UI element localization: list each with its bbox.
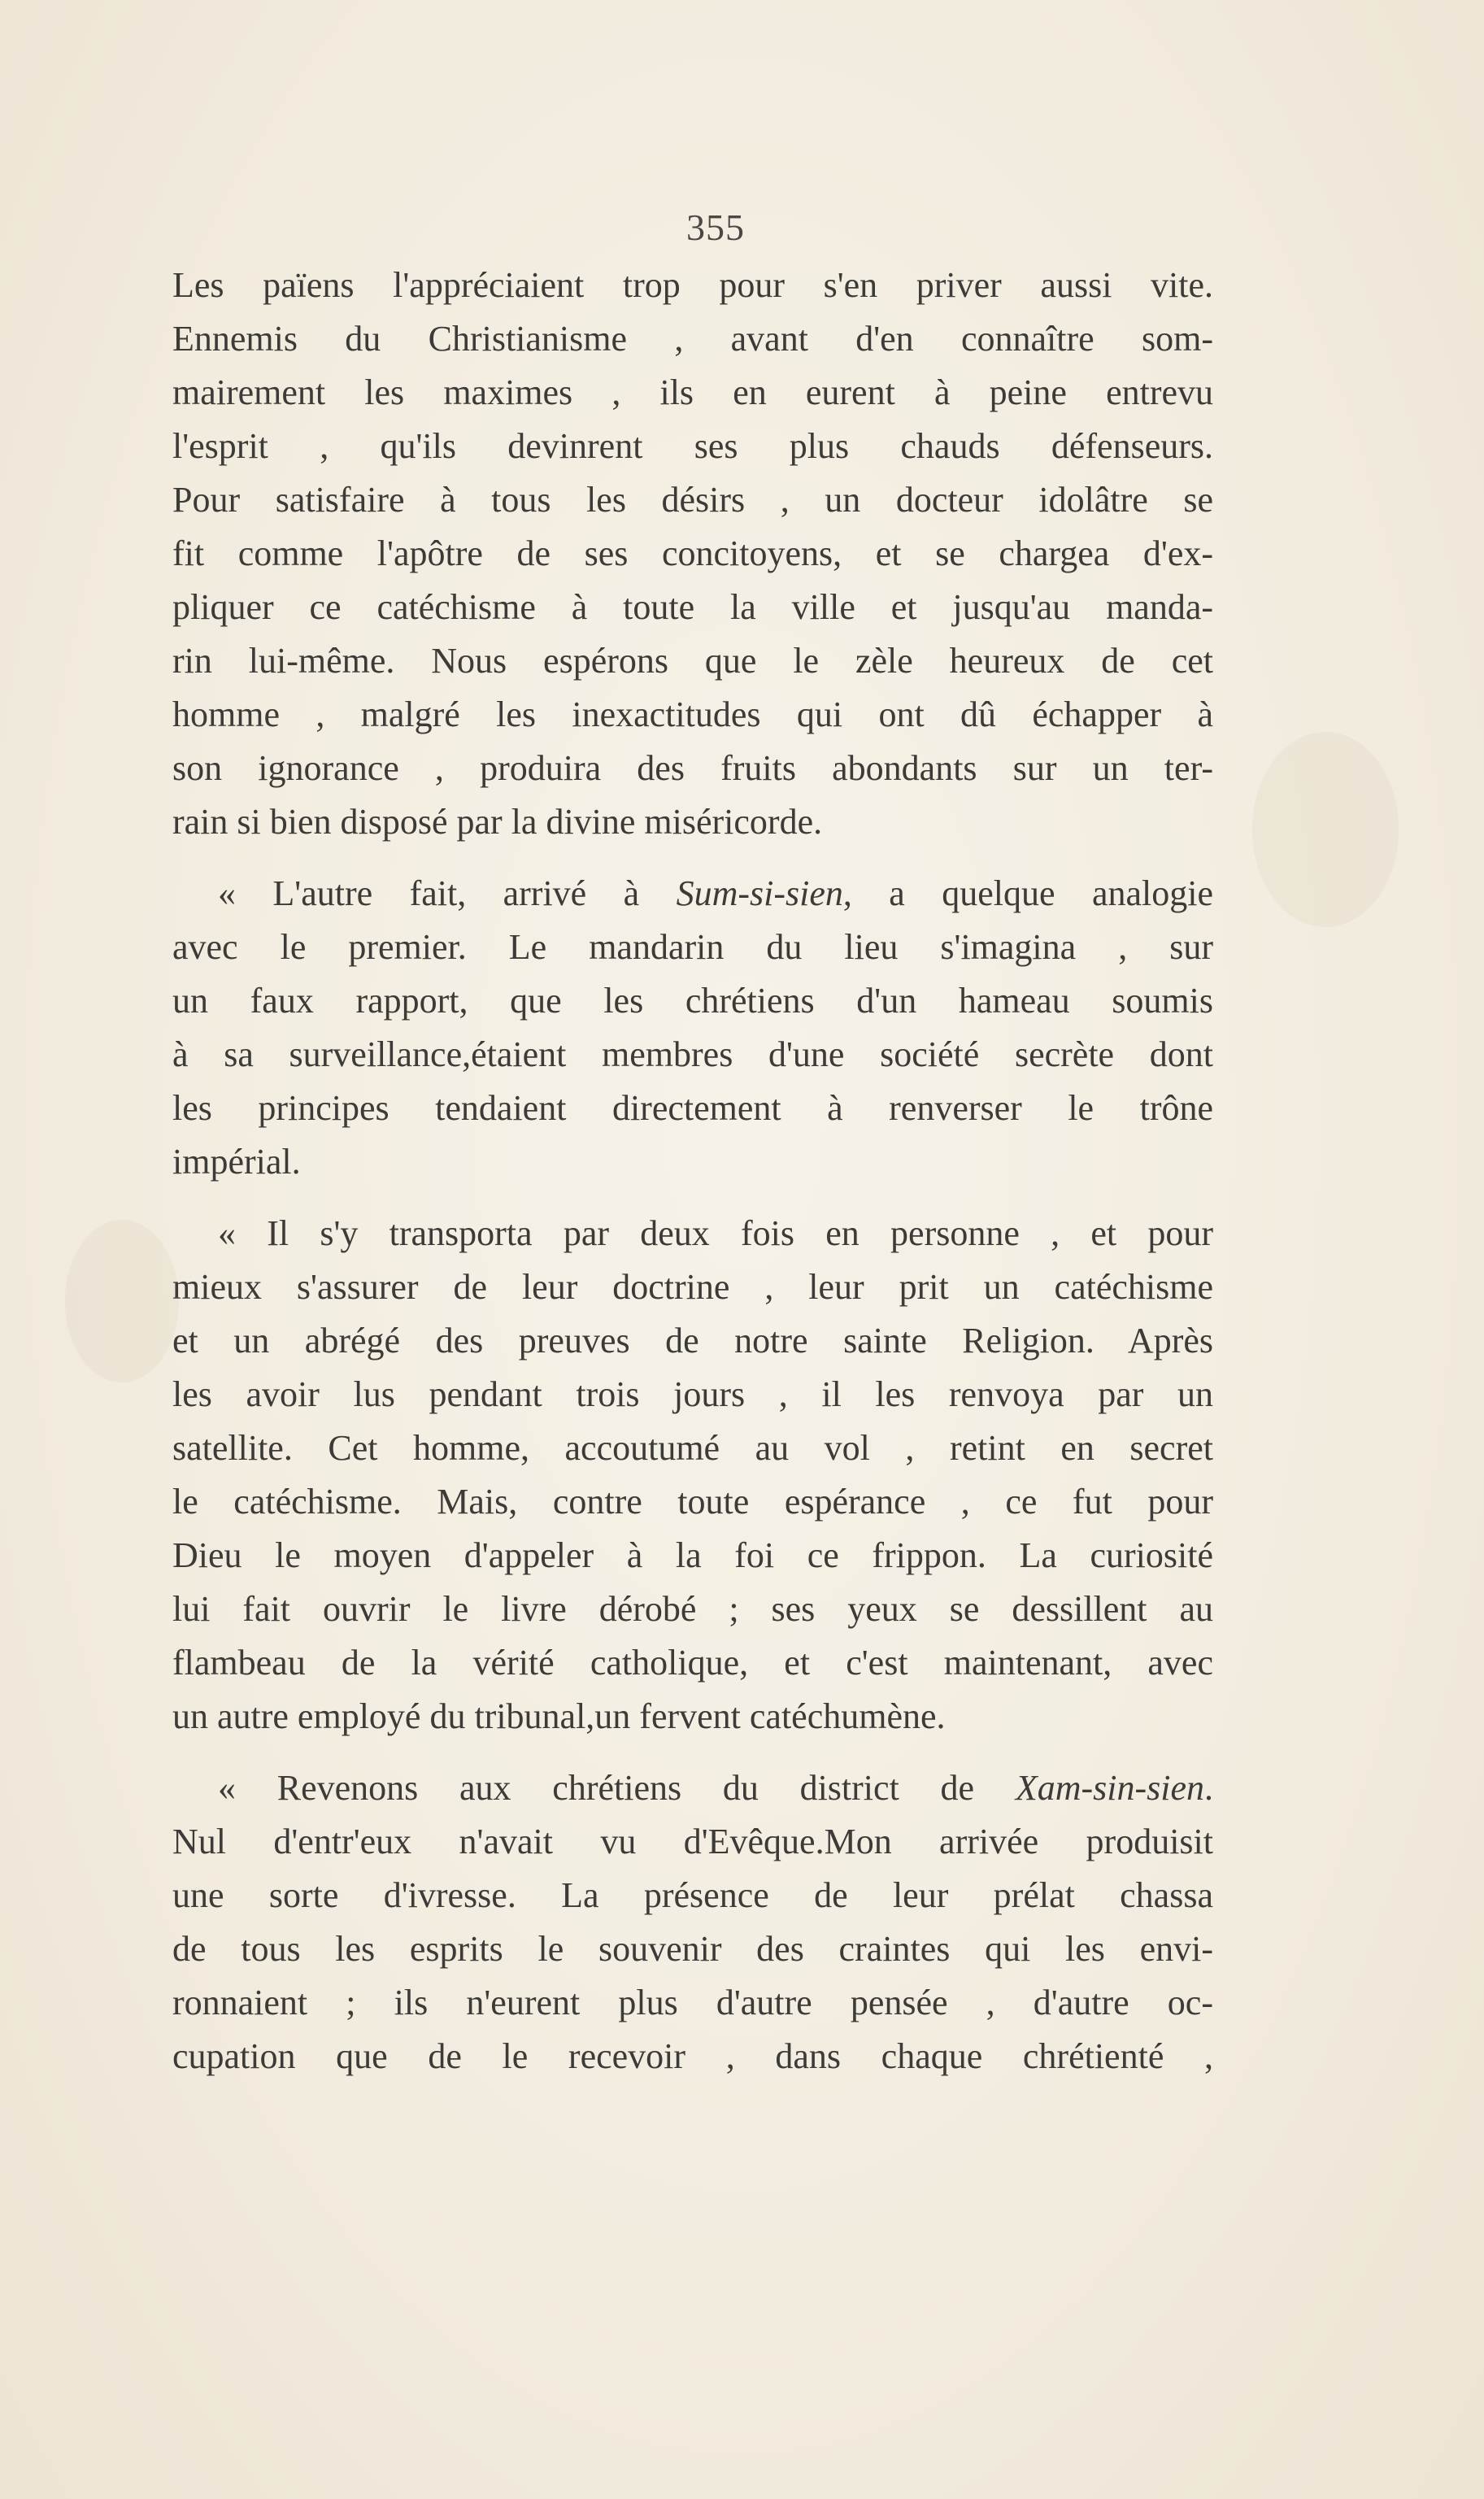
place-name: Xam-sin-sien: [1015, 1768, 1204, 1808]
text-line-with-italic: « L'autre fait, arrivé à Sum-si-sien, a quelque analogie: [218, 873, 1213, 913]
text-line: ronnaient ; ils n'eurent plus d'autre pensée , d'autre oc-: [172, 1983, 1213, 2022]
text-line: de tous les esprits le souvenir des craintes qui les envi-: [172, 1929, 1213, 1969]
text-line: son ignorance , produira des fruits abondants sur un ter-: [172, 748, 1213, 788]
text-line: Pour satisfaire à tous les désirs , un docteur idolâtre se: [172, 480, 1213, 520]
text-line: pliquer ce catéchisme à toute la ville et jusqu'au manda-: [172, 587, 1213, 627]
place-name: Sum-si-sien: [676, 873, 843, 913]
paragraph-3: [172, 1207, 1213, 1744]
text-line: à sa surveillance,étaient membres d'une société secrète dont: [172, 1034, 1213, 1074]
text-line: Nul d'entr'eux n'avait vu d'Evêque.Mon arrivée produisit: [172, 1822, 1213, 1861]
text-line: et un abrégé des preuves de notre sainte Religion. Après: [172, 1321, 1213, 1361]
text-line: Les païens l'appréciaient trop pour s'en priver aussi vite.: [172, 265, 1213, 305]
text-line: satellite. Cet homme, accoutumé au vol , retint en secret: [172, 1428, 1213, 1468]
paper-stain: [65, 1220, 179, 1382]
paragraph-2: [172, 867, 1213, 1189]
text-line: cupation que de le recevoir , dans chaque chrétienté ,: [172, 2036, 1213, 2076]
text-line: les avoir lus pendant trois jours , il les renvoya par un: [172, 1374, 1213, 1414]
text-line: avec le premier. Le mandarin du lieu s'imagina , sur: [172, 927, 1213, 967]
text-line: Dieu le moyen d'appeler à la foi ce frippon. La curiosité: [172, 1535, 1213, 1575]
page-number: 355: [686, 207, 745, 248]
text-line: lui fait ouvrir le livre dérobé ; ses yeux se dessillent au: [172, 1589, 1213, 1629]
body-text: [172, 259, 1213, 2083]
text-line: un faux rapport, que les chrétiens d'un hameau soumis: [172, 981, 1213, 1021]
text-line: rin lui-même. Nous espérons que le zèle heureux de cet: [172, 641, 1213, 681]
paper-stain: [1252, 732, 1399, 927]
paragraph-4: [172, 1761, 1213, 2083]
text-line: « Il s'y transporta par deux fois en personne , et pour: [218, 1213, 1213, 1253]
text-line: fit comme l'apôtre de ses concitoyens, et se chargea d'ex-: [172, 533, 1213, 573]
text-line: une sorte d'ivresse. La présence de leur prélat chassa: [172, 1875, 1213, 1915]
text-line: les principes tendaient directement à renverser le trône: [172, 1088, 1213, 1128]
text-line: mieux s'assurer de leur doctrine , leur prit un catéchisme: [172, 1267, 1213, 1307]
text-line-with-italic: « Revenons aux chrétiens du district de Xam-sin-sien.: [218, 1768, 1213, 1808]
text-line: l'esprit , qu'ils devinrent ses plus chauds défenseurs.: [172, 426, 1213, 466]
text-line: Ennemis du Christianisme , avant d'en connaître som-: [172, 319, 1213, 359]
text-line: flambeau de la vérité catholique, et c'est maintenant, avec: [172, 1643, 1213, 1683]
text-line: rain si bien disposé par la divine miséricorde.: [172, 802, 823, 842]
text-line: le catéchisme. Mais, contre toute espérance , ce fut pour: [172, 1482, 1213, 1522]
text-line: impérial.: [172, 1142, 301, 1182]
text-line: mairement les maximes , ils en eurent à peine entrevu: [172, 372, 1213, 412]
text-line: homme , malgré les inexactitudes qui ont dû échapper à: [172, 694, 1213, 734]
paragraph-1: [172, 259, 1213, 849]
text-line: un autre employé du tribunal,un fervent catéchumène.: [172, 1696, 946, 1736]
